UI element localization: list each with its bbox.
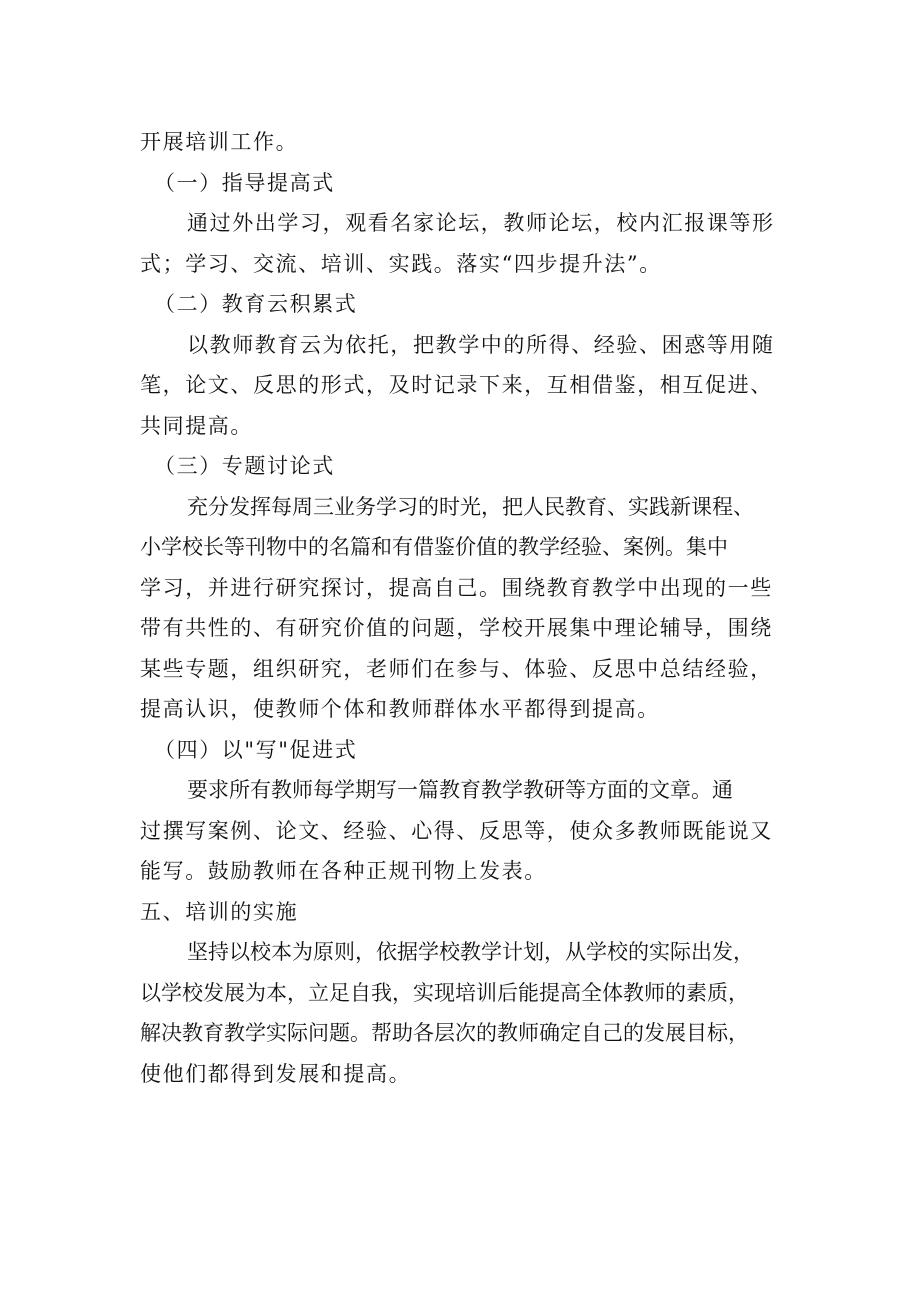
document-body xyxy=(140,122,800,1094)
paragraph-line: 式；学习、交流、培训、实践。落实“四步提升法”。 xyxy=(140,251,662,276)
paragraph-line: 提高认识，使教师个体和教师群体水平都得到提高。 xyxy=(140,697,660,721)
paragraph-line: 学习，并进行研究探讨，提高自己。围绕教育教学中出现的一些 xyxy=(140,575,773,600)
paragraph-line: 坚持以校本为原则，依据学校教学计划，从学校的实际出发， xyxy=(187,940,754,964)
paragraph-line: 解决教育教学实际问题。帮助各层次的教师确定自己的发展目标， xyxy=(140,1021,749,1045)
paragraph-line: 某些专题，组织研究，老师们在参与、体验、反思中总结经验， xyxy=(140,656,773,681)
paragraph-line: 笔，论文、反思的形式，及时记录下来，互相借鉴，相互促进、 xyxy=(140,373,773,397)
paragraph-line: 以教师教育云为依托，把教学中的所得、经验、困惑等用随 xyxy=(187,332,775,357)
paragraph-line: 小学校长等刊物中的名篇和有借鉴价值的教学经验、案例。集中 xyxy=(140,535,728,559)
paragraph-line: 充分发挥每周三业务学习的时光，把人民教育、实践新课程、 xyxy=(187,494,754,519)
section-heading: （三）专题讨论式 xyxy=(154,454,335,478)
paragraph-line: 带有共性的、有研究价值的问题，学校开展集中理论辅导，围绕 xyxy=(140,616,773,640)
paragraph-line: 通过外出学习，观看名家论坛，教师论坛，校内汇报课等形 xyxy=(187,211,775,235)
paragraph-line: 使他们都得到发展和提高。 xyxy=(140,1061,412,1086)
section-heading: （二）教育云积累式 xyxy=(154,292,358,316)
paragraph-line: 要求所有教师每学期写一篇教育教学教研等方面的文章。通 xyxy=(187,778,733,802)
section-heading: （四）以"写"促进式 xyxy=(154,737,358,762)
paragraph-line: 能写。鼓励教师在各种正规刊物上发表。 xyxy=(140,859,547,883)
paragraph-line: 开展培训工作。 xyxy=(140,130,299,154)
section-heading: （一）指导提高式 xyxy=(154,170,335,195)
paragraph-line: 过撰写案例、论文、经验、心得、反思等，使众多教师既能说又 xyxy=(140,818,773,843)
section-heading: 五、培训的实施 xyxy=(140,899,299,924)
paragraph-line: 共同提高。 xyxy=(140,413,253,438)
paragraph-line: 以学校发展为本，立足自我，实现培训后能提高全体教师的素质， xyxy=(140,980,749,1005)
